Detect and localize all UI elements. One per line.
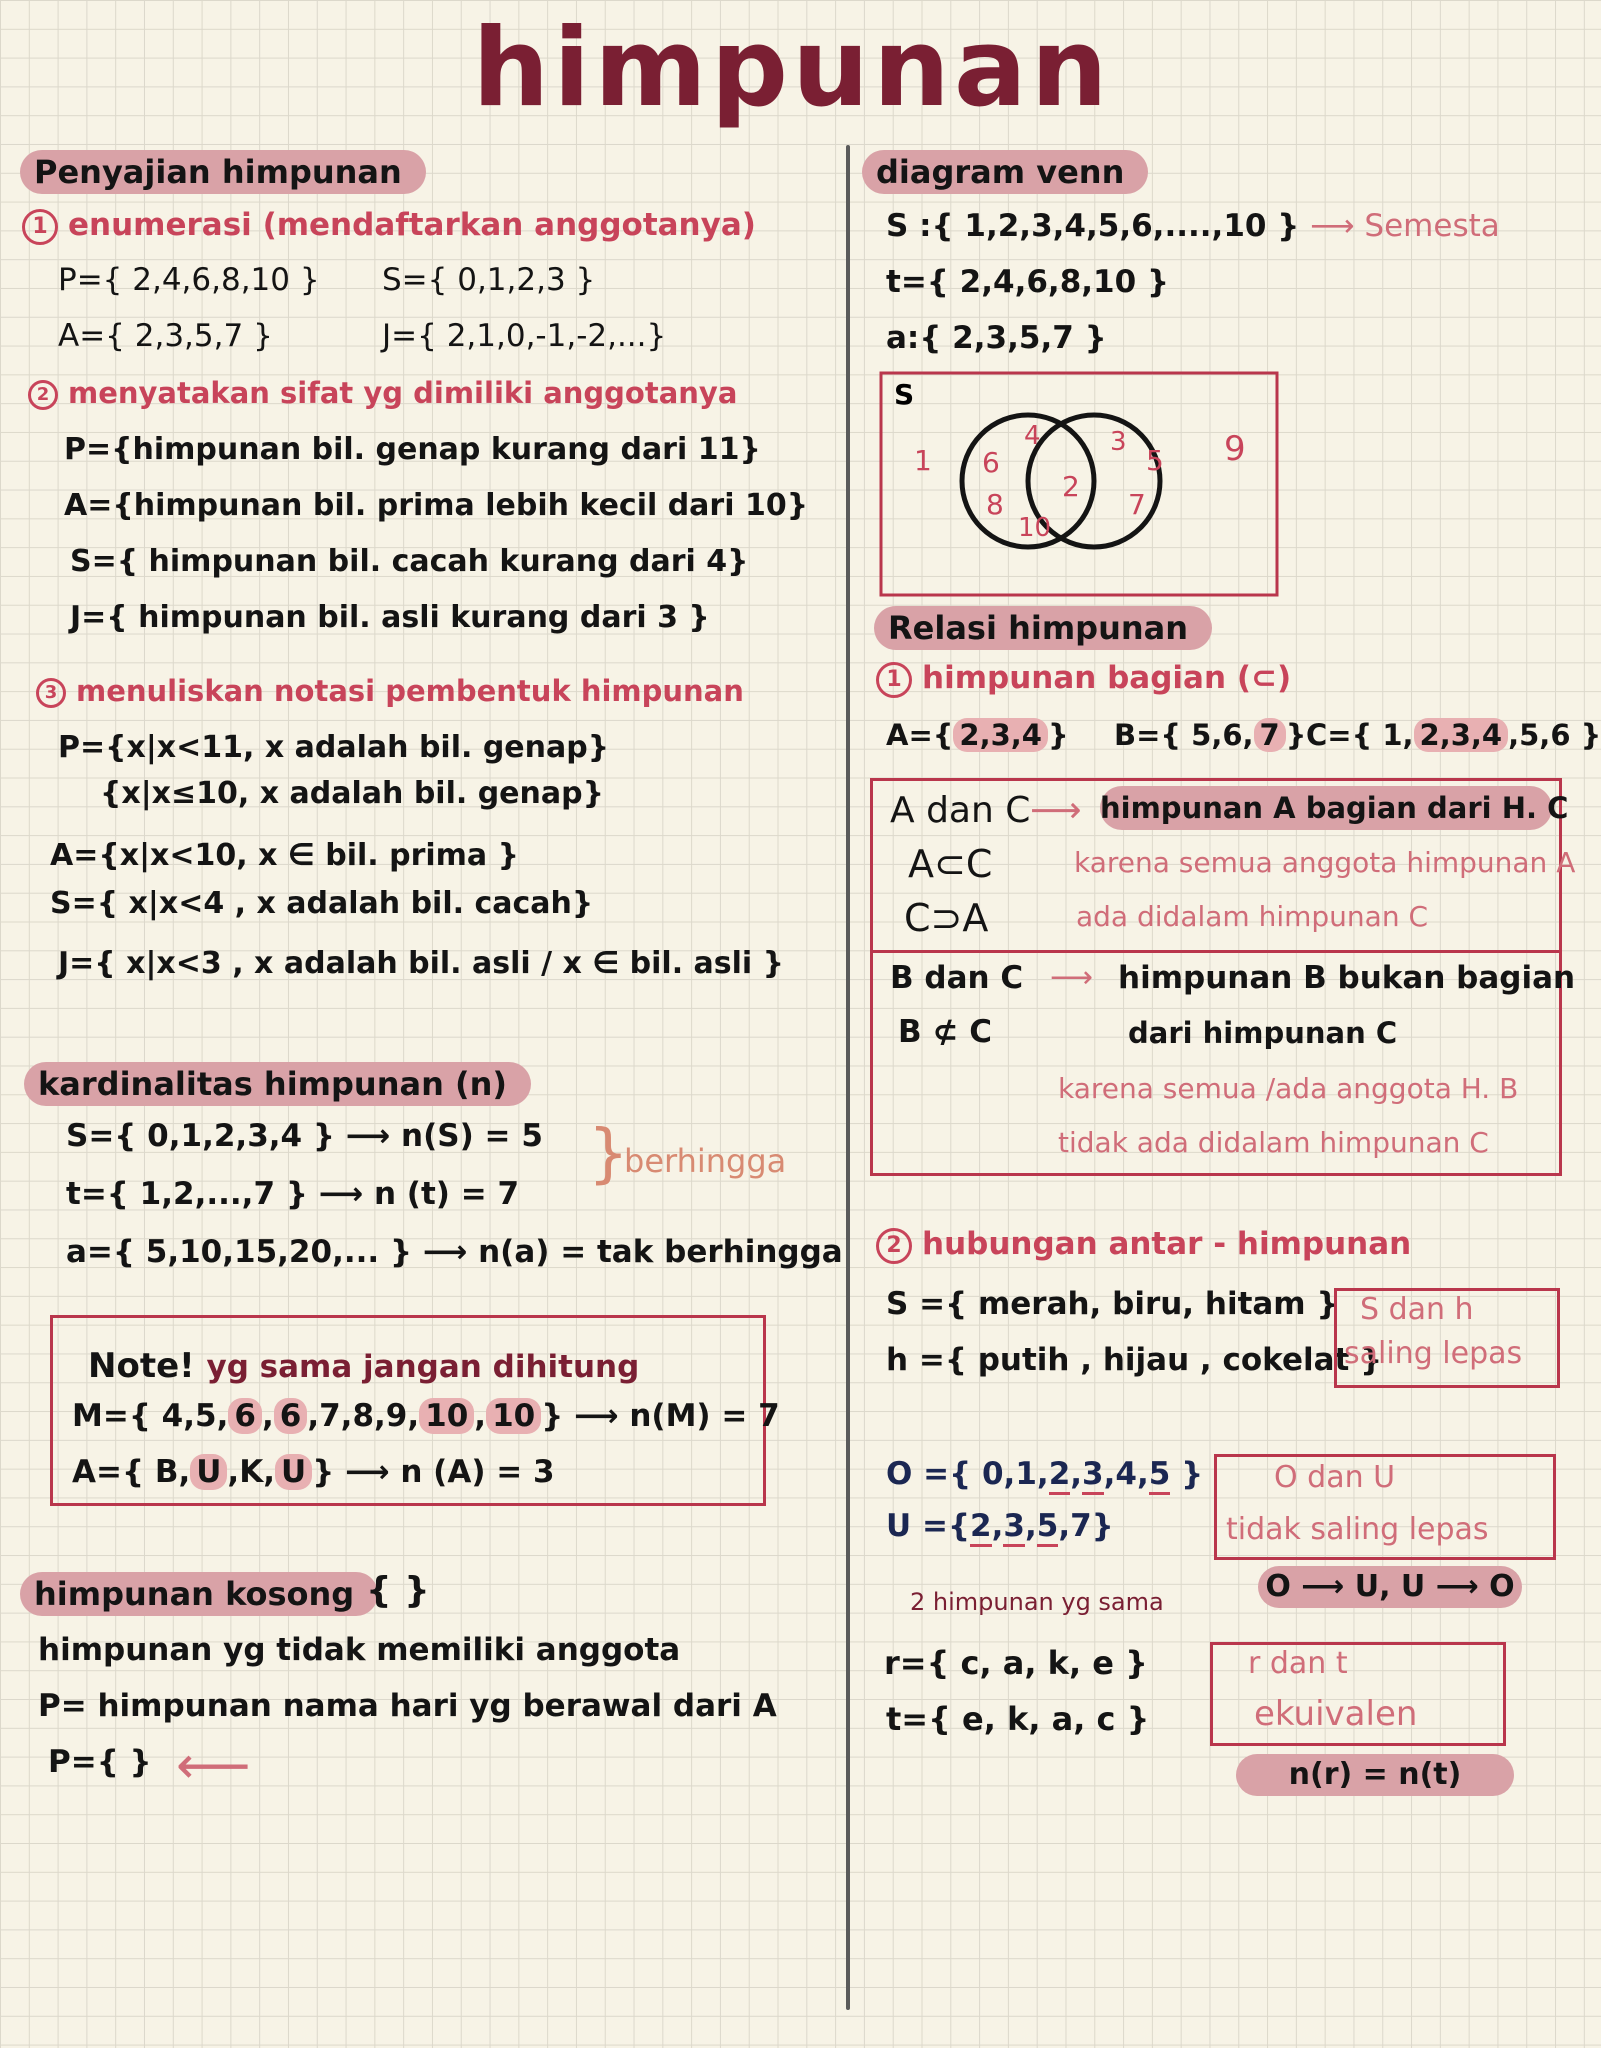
kosong-def: himpunan yg tidak memiliki anggota — [38, 1632, 681, 1668]
underline-member: 3 — [1003, 1508, 1025, 1547]
relasi-note-2: ada didalam himpunan C — [1076, 900, 1429, 933]
arrow: ⟶ — [345, 1454, 390, 1490]
kard-result: n (t) = 7 — [373, 1176, 520, 1212]
note-m-result: n(M) = 7 — [629, 1398, 780, 1434]
method-2 — [28, 376, 737, 410]
set-text: , — [1024, 1508, 1037, 1544]
underline-member: 5 — [1037, 1508, 1059, 1547]
note-label: Note! — [88, 1346, 195, 1386]
kard-set: a={ 5,10,15,20,... } — [66, 1234, 413, 1270]
arrow: ⟶ — [345, 1118, 391, 1154]
set-text: } — [541, 1398, 564, 1434]
venn-t-line: t={ 2,4,6,8,10 } — [886, 264, 1170, 300]
highlight-dup: 6 — [274, 1398, 308, 1434]
venn-t-10: 10 — [1018, 513, 1052, 543]
hub-u-line — [886, 1508, 1114, 1544]
venn-outside-1: 1 — [914, 444, 932, 477]
set-text: } — [312, 1454, 335, 1490]
venn-outside-9: 9 — [1224, 429, 1246, 469]
venn-t-6: 6 — [982, 446, 1000, 479]
b-bukan-bagian-2: dari himpunan C — [1128, 1016, 1398, 1050]
relasi-divider — [872, 950, 1560, 953]
heading-relasi: Relasi himpunan — [874, 606, 1212, 650]
pill-a-bagian-c: himpunan A bagian dari H. C — [1100, 786, 1552, 830]
pill-nr-nt: n(r) = n(t) — [1236, 1754, 1514, 1796]
relasi-set-a — [886, 718, 1069, 752]
hubungan-label: hubungan antar - himpunan — [922, 1226, 1412, 1262]
sifat-j: J={ himpunan bil. asli kurang dari 3 } — [70, 600, 710, 635]
note-a-set — [72, 1454, 555, 1490]
method-3 — [36, 674, 744, 708]
notasi-a: A={x|x<10, x ∈ bil. prima } — [50, 838, 519, 873]
enum-s: S={ 0,1,2,3 } — [382, 262, 596, 298]
number-badge: 2 — [876, 1228, 912, 1264]
set-text: } — [1285, 718, 1307, 752]
note-m-set — [72, 1398, 780, 1434]
sifat-a: A={himpunan bil. prima lebih kecil dari 10} — [64, 488, 809, 523]
method-1 — [22, 207, 756, 245]
arrow: ⟶ — [1030, 790, 1082, 831]
heading-penyajian: Penyajian himpunan — [20, 150, 426, 194]
ekuivalen-1: r dan t — [1248, 1646, 1348, 1681]
set-text: , — [1070, 1456, 1083, 1492]
hub-h-line: h ={ putih , hijau , cokelat } — [886, 1342, 1383, 1378]
enum-p: P={ 2,4,6,8,10 } — [58, 262, 320, 298]
set-text: ,K, — [227, 1454, 275, 1490]
relasi-set-b — [1114, 718, 1306, 752]
hub-o-line — [886, 1456, 1203, 1492]
tidak-lepas-2: tidak saling lepas — [1226, 1512, 1489, 1547]
set-text: B={ 5,6, — [1114, 718, 1254, 752]
venn-a-line: a:{ 2,3,5,7 } — [886, 320, 1107, 356]
set-text: C={ 1, — [1306, 718, 1414, 752]
universe-label: S — [894, 378, 915, 411]
b-note-1: karena semua /ada anggota H. B — [1058, 1072, 1519, 1105]
sifat-p: P={himpunan bil. genap kurang dari 11} — [64, 432, 761, 467]
heading-kosong: himpunan kosong — [20, 1572, 378, 1616]
venn-both-2: 2 — [1062, 470, 1080, 503]
set-text: ,7} — [1058, 1508, 1114, 1544]
b-bukan-bagian-1: himpunan B bukan bagian — [1118, 960, 1576, 996]
arrow: ⟶ — [574, 1398, 619, 1434]
c-superset-a: C⊃A — [904, 896, 989, 940]
kard-result: n(a) = tak berhingga — [478, 1234, 843, 1270]
semesta-note: ⟶ Semesta — [1310, 208, 1500, 244]
highlight-dup: 10 — [419, 1398, 474, 1434]
highlight-member: 2,3,4 — [1414, 718, 1509, 752]
pill-o-u: O ⟶ U, U ⟶ O — [1258, 1566, 1522, 1608]
relasi-set-c — [1306, 718, 1601, 752]
enum-a: A={ 2,3,5,7 } — [58, 318, 273, 354]
bracket-icon: } — [588, 1117, 629, 1191]
set-text: A={ B, — [72, 1454, 191, 1490]
highlight-member: 7 — [1254, 718, 1286, 752]
notasi-p2: {x|x≤10, x adalah bil. genap} — [100, 776, 604, 811]
arrow: ⟶ — [422, 1234, 468, 1270]
kard-set: S={ 0,1,2,3,4 } — [66, 1118, 335, 1154]
set-text: O ={ 0,1, — [886, 1456, 1049, 1492]
enum-j: J={ 2,1,0,-1,-2,...} — [382, 318, 667, 354]
kard-row-a — [66, 1234, 843, 1270]
method-2-label: menyatakan sifat yg dimiliki anggotanya — [68, 376, 738, 410]
heading-kardinalitas: kardinalitas himpunan (n) — [24, 1062, 531, 1106]
set-text: } — [1047, 718, 1069, 752]
number-badge: 1 — [876, 662, 912, 698]
set-text: M={ 4,5, — [72, 1398, 229, 1434]
same-set-label: 2 himpunan yg sama — [910, 1588, 1164, 1616]
a-dan-c: A dan C — [890, 790, 1031, 831]
saling-lepas-1: S dan h — [1360, 1292, 1474, 1327]
kard-row-t — [66, 1176, 519, 1212]
heading-venn: diagram venn — [862, 150, 1148, 194]
hubungan-m2 — [876, 1226, 1411, 1264]
column-divider — [846, 145, 850, 2010]
set-text: ,7,8,9, — [307, 1398, 420, 1434]
b-dan-c: B dan C — [890, 960, 1024, 996]
relasi-note-1: karena semua anggota himpunan A — [1074, 846, 1576, 879]
set-text: , — [991, 1508, 1004, 1544]
highlight-dup: 10 — [486, 1398, 541, 1434]
method-3-label: menuliskan notasi pembentuk himpunan — [76, 674, 744, 708]
note-subtitle: yg sama jangan dihitung — [206, 1349, 640, 1385]
highlight-dup: U — [190, 1454, 227, 1490]
arrow: ⟶ — [318, 1176, 364, 1212]
underline-member: 2 — [970, 1508, 992, 1547]
tidak-lepas-1: O dan U — [1274, 1460, 1396, 1495]
relasi-m1-label: himpunan bagian (⊂) — [922, 660, 1292, 696]
underline-member: 5 — [1149, 1456, 1171, 1495]
venn-t-4: 4 — [1024, 421, 1041, 451]
set-text: } — [1170, 1456, 1204, 1492]
venn-s-set: S :{ 1,2,3,4,5,6,....,10 } — [886, 208, 1300, 244]
empty-set-symbol: { } — [366, 1570, 430, 1611]
a-subset-c: A⊂C — [908, 842, 993, 886]
kosong-example: P= himpunan nama hari yg berawal dari A — [38, 1688, 777, 1724]
notasi-j: J={ x|x<3 , x adalah bil. asli / x ∈ bil. asli } — [58, 946, 785, 981]
set-text: , — [474, 1398, 487, 1434]
highlight-dup: 6 — [228, 1398, 262, 1434]
kard-set: t={ 1,2,...,7 } — [66, 1176, 308, 1212]
venn-t-8: 8 — [986, 488, 1004, 521]
hub-r-line: r={ c, a, k, e } — [884, 1644, 1148, 1682]
venn-diagram — [878, 370, 1280, 598]
hub-t-line: t={ e, k, a, c } — [886, 1700, 1150, 1738]
kard-row-s — [66, 1118, 543, 1154]
b-note-2: tidak ada didalam himpunan C — [1058, 1126, 1489, 1159]
number-badge: 2 — [28, 380, 58, 410]
page-title: himpunan — [472, 6, 1112, 131]
kard-result: n(S) = 5 — [401, 1118, 543, 1154]
venn-a-3: 3 — [1110, 427, 1127, 457]
ekuivalen-2: ekuivalen — [1254, 1694, 1418, 1734]
set-text: ,4, — [1103, 1456, 1149, 1492]
highlight-member: 2,3,4 — [953, 718, 1048, 752]
notasi-s: S={ x|x<4 , x adalah bil. cacah} — [50, 886, 594, 921]
set-text: , — [261, 1398, 274, 1434]
relasi-m1 — [876, 660, 1291, 698]
saling-lepas-2: saling lepas — [1344, 1336, 1523, 1371]
venn-s-line — [886, 208, 1500, 244]
venn-a-7: 7 — [1128, 488, 1146, 521]
berhingga-label: berhingga — [624, 1142, 787, 1180]
venn-a-5: 5 — [1146, 444, 1164, 477]
method-1-label: enumerasi (mendaftarkan anggotanya) — [68, 207, 756, 243]
number-badge: 1 — [22, 209, 58, 245]
b-not-subset-c: B ⊄ C — [898, 1014, 992, 1050]
underline-member: 3 — [1082, 1456, 1104, 1495]
kosong-result: P={ } — [48, 1744, 152, 1780]
number-badge: 3 — [36, 678, 66, 708]
highlight-dup: U — [275, 1454, 312, 1490]
sifat-s: S={ himpunan bil. cacah kurang dari 4} — [70, 544, 749, 579]
notasi-p: P={x|x<11, x adalah bil. genap} — [58, 730, 610, 765]
underline-member: 2 — [1049, 1456, 1071, 1495]
note-a-result: n (A) = 3 — [400, 1454, 555, 1490]
set-text: ,5,6 } — [1508, 718, 1601, 752]
hub-s-line: S ={ merah, biru, hitam } — [886, 1286, 1339, 1322]
note-title — [88, 1346, 639, 1386]
set-text: A={ — [886, 718, 954, 752]
arrow-left-icon: ⟵ — [176, 1736, 251, 1796]
set-text: U ={ — [886, 1508, 971, 1544]
arrow: ⟶ — [1050, 960, 1094, 995]
